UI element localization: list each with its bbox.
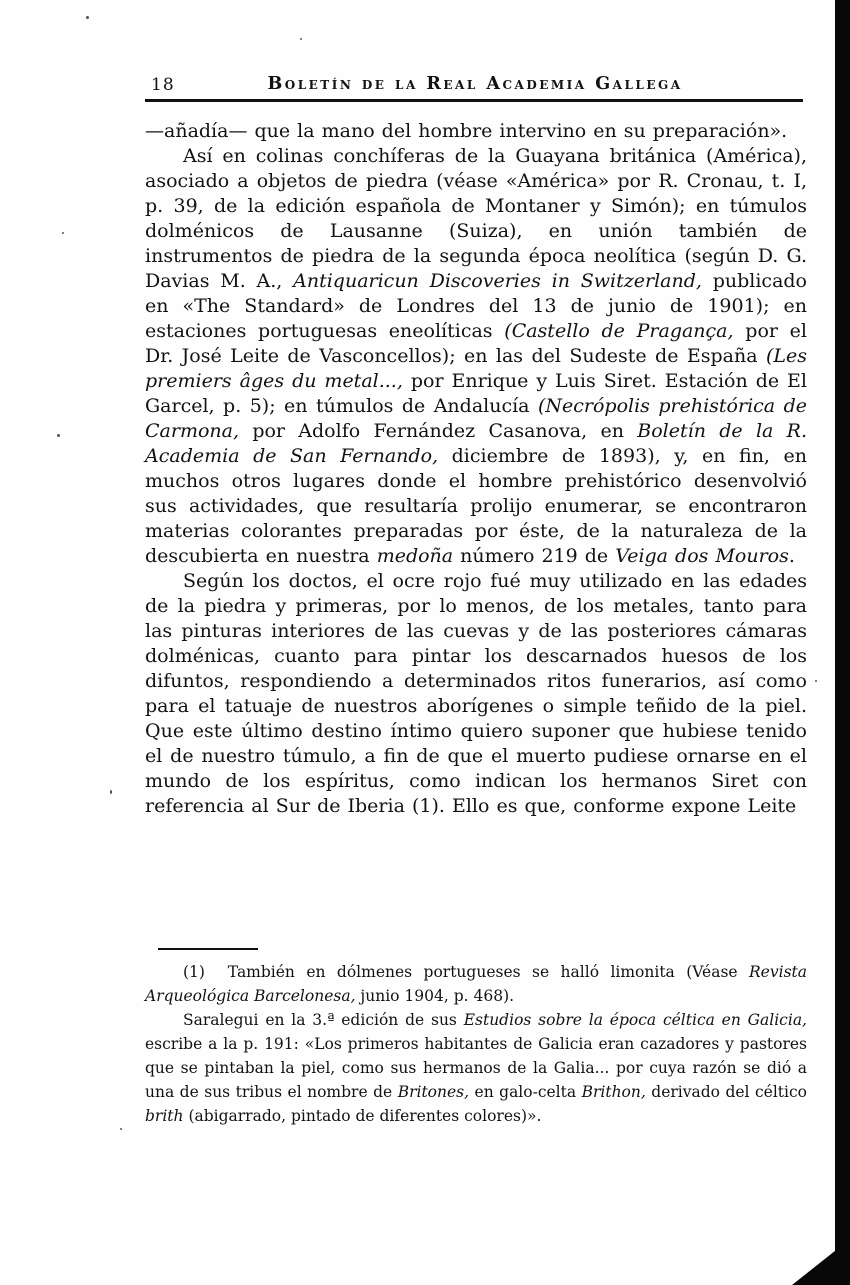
scan-speck — [62, 232, 64, 234]
footnote: (1) También en dólmenes portugueses se halló limonita (Véase Revista Arqueológica Barcelonesa, junio 1904, p. 468). — [145, 963, 807, 1005]
scan-corner-blot — [792, 1239, 850, 1285]
scan-speck — [86, 16, 89, 19]
running-title: Boletín de la Real Academia Gallega — [267, 74, 683, 94]
body-paragraph: Así en colinas conchíferas de la Guayana británica (América), asociado a objetos de piedra (véase «América» por R. Cronau, t. I, p. 39, de la edición española de Montaner y Simón); en túmulos dolménicos de Lausanne (Suiza), en unión también de instrumentos de piedra de la segunda época neolítica (según D. G. Davias M. A., Antiquaricun Discoveries in Switzerland, publicado en «The Standard» de Londres del 13 de junio de 1901); en estaciones portuguesas eneolíticas (Castello de Pragança, por el Dr. José Leite de Vasconcellos); en las del Sudeste de España (Les premiers âges du metal..., por Enrique y Luis Siret. Estación de El Garcel, p. 5); en túmulos de Andalucía (Necrópolis prehistórica de Carmona, por Adolfo Fernández Casanova, en Boletín de la R. Academia de San Fernando, diciembre de 1893), y, en fin, en muchos otros lugares donde el hombre prehistórico desenvolvió sus actividades, que resultaría prolijo enumerar, se encontraron materias colorantes preparadas por éste, de la naturaleza de la descubierta en nuestra medoña número 219 de Veiga dos Mouros. — [145, 145, 808, 567]
page-number: 18 — [151, 75, 175, 95]
scan-speck — [300, 38, 302, 40]
footnotes-section — [145, 960, 807, 1128]
scan-speck — [110, 790, 112, 794]
body-paragraph: Según los doctos, el ocre rojo fué muy utilizado en las edades de la piedra y primeras, por lo menos, de los metales, tanto para las pinturas interiores de las cuevas y de las posteriores cámaras dolménicas, cuanto para pintar los descarnados huesos de los difuntos, respondiendo a determinados ritos funerarios, así como para el tatuaje de nuestros aborígenes o simple teñido de la piel. Que este último destino íntimo quiero suponer que hubiese tenido el de nuestro túmulo, a fin de que el muerto pudiese ornarse en el mundo de los espíritus, como indican los hermanos Siret con referencia al Sur de Iberia (1). Ello es que, conforme expone Leite — [145, 570, 807, 817]
footnote-rule — [158, 948, 258, 950]
page-header — [145, 74, 805, 94]
scan-speck — [815, 680, 817, 682]
header-rule — [145, 99, 803, 102]
body-paragraph: —añadía— que la mano del hombre intervino en su preparación». — [145, 120, 788, 142]
page-body — [145, 119, 807, 819]
scan-speck — [120, 1128, 122, 1130]
scan-edge-band — [835, 0, 850, 1285]
scan-speck — [57, 434, 60, 437]
footnote: Saralegui en la 3.ª edición de sus Estudios sobre la época céltica en Galicia, escribe a la p. 191: «Los primeros habitantes de Galicia eran cazadores y pastores que se pintaban la piel, como sus hermanos de la Galia... por cuya razón se dió a una de sus tribus el nombre de Britones, en galo-celta Brithon, derivado del céltico brith (abigarrado, pintado de diferentes colores)». — [145, 1011, 807, 1125]
